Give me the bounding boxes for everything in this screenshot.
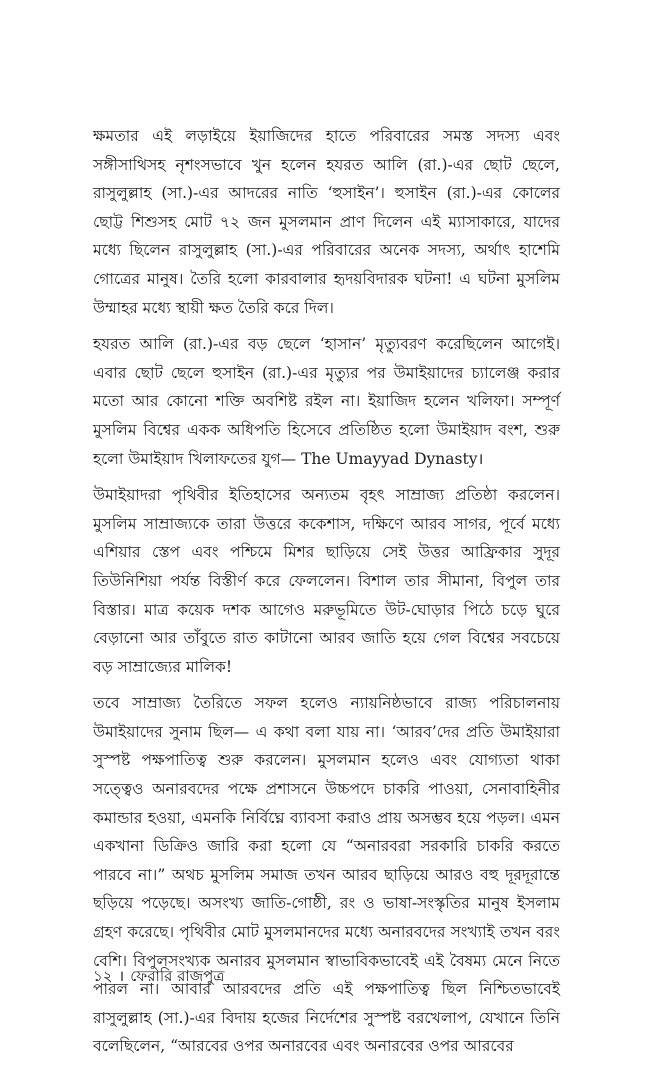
page-footer xyxy=(93,966,224,986)
paragraph-discrimination: তবে সাম্রাজ্য তৈরিতে সফল হলেও ন্যায়নিষ্ঠভাবে রাজ্য পরিচালনায় উমাইয়াদের সুনাম ছিল— এ কথা বলা যায় না। ‘আরব’দের প্রতি উমাইয়ারা সুস্পষ্ট পক্ষপাতিত্ব শুরু করলেন। মুসলমান হলেও এবং যোগ্যতা থাকা সত্ত্বেও অনারবদের পক্ষে প্রশাসনে উচ্চপদে চাকরি পাওয়া, সেনাবাহিনীর কমান্ডার হওয়া, এমনকি নির্বিঘ্নে ব্যাবসা করাও প্রায় অসম্ভব হয়ে পড়ল। এমন একখানা ডিক্রিও জারি করা হলো যে “অনারবরা সরকারি চাকরি করতে পারবে না।” অথচ মুসলিম সমাজ তখন আরব ছাড়িয়ে আরও বহু দূরদূরান্তে ছড়িয়ে পড়েছে। অসংখ্য জাতি-গোষ্ঠী, রং ও ভাষা-সংস্কৃতির মানুষ ইসলাম গ্রহণ করেছে। পৃথিবীর মোট মুসলমানদের মধ্যে অনারবদের সংখ্যাই তখন বরং বেশি। বিপুলসংখ্যক অনারব মুসলমান স্বাভাবিকভাবেই এই বৈষম্য মেনে নিতে পারল না। আবার আরবদের প্রতি এই পক্ষপাতিত্ব ছিল নিশ্চিতভাবেই রাসুলুল্লাহ (সা.)-এর বিদায় হজের নির্দেশের সুস্পষ্ট বরখেলাপ, যেখানে তিনি বলেছিলেন, “আরবের ওপর অনারবের এবং অনারবের ওপর আরবের xyxy=(93,694,560,1056)
body-text xyxy=(93,122,560,1069)
page-number: ১২ xyxy=(93,967,113,985)
footer-separator: । xyxy=(118,967,125,985)
paragraph-karbala: ক্ষমতার এই লড়াইয়ে ইয়াজিদের হাতে পরিবারের সমস্ত সদস্য এবং সঙ্গীসাথিসহ নৃশংসভাবে খুন হলেন হযরত আলি (রা.)-এর ছোট ছেলে, রাসুলুল্লাহ (সা.)-এর আদরের নাতি ‘হুসাইন’। হুসাইন (রা.)-এর কোলের ছোট্ট শিশুসহ মোট ৭২ জন মুসলমান প্রাণ দিলেন এই ম্যাসাকারে, যাদের মধ্যে ছিলেন রাসুলুল্লাহ (সা.)-এর পরিবারের অনেক সদস্য, অর্থাৎ হাশেমি গোত্রের মানুষ। তৈরি হলো কারবালার হৃদয়বিদারক ঘটনা! এ ঘটনা মুসলিম উম্মাহর মধ্যে স্থায়ী ক্ষত তৈরি করে দিল। xyxy=(93,127,560,317)
book-title: ফেরারি রাজপুত্র xyxy=(130,967,225,985)
paragraph-umayyad-dynasty: হযরত আলি (রা.)-এর বড় ছেলে ‘হাসান’ মৃত্যুবরণ করেছিলেন আগেই। এবার ছোট ছেলে হুসাইন (রা.)-এর মৃত্যুর পর উমাইয়াদের চ্যালেঞ্জ করার মতো আর কোনো শক্তি অবশিষ্ট রইল না। ইয়াজিদ হলেন খলিফা। সম্পূর্ণ মুসলিম বিশ্বের একক অধিপতি হিসেবে প্রতিষ্ঠিত হলো উমাইয়াদ বংশ, শুরু হলো উমাইয়াদ খিলাফতের যুগ— The Umayyad Dynasty। xyxy=(93,335,560,468)
paragraph-empire-expansion: উমাইয়াদরা পৃথিবীর ইতিহাসের অন্যতম বৃহৎ সাম্রাজ্য প্রতিষ্ঠা করলেন। মুসলিম সাম্রাজ্যকে তারা উত্তরে ককেশাস, দক্ষিণে আরব সাগর, পূর্বে মধ্যে এশিয়ার স্তেপ এবং পশ্চিমে মিশর ছাড়িয়ে সেই উত্তর আফ্রিকার সুদূর তিউনিশিয়া পর্যন্ত বিস্তীর্ণ করে ফেললেন। বিশাল তার সীমানা, বিপুল তার বিস্তার। মাত্র কয়েক দশক আগেও মরুভূমিতে উট-ঘোড়ার পিঠে চড়ে ঘুরে বেড়ানো আর তাঁবুতে রাত কাটানো আরব জাতি হয়ে গেল বিশ্বের সবচেয়ে বড় সাম্রাজ্যের মালিক! xyxy=(93,486,560,676)
